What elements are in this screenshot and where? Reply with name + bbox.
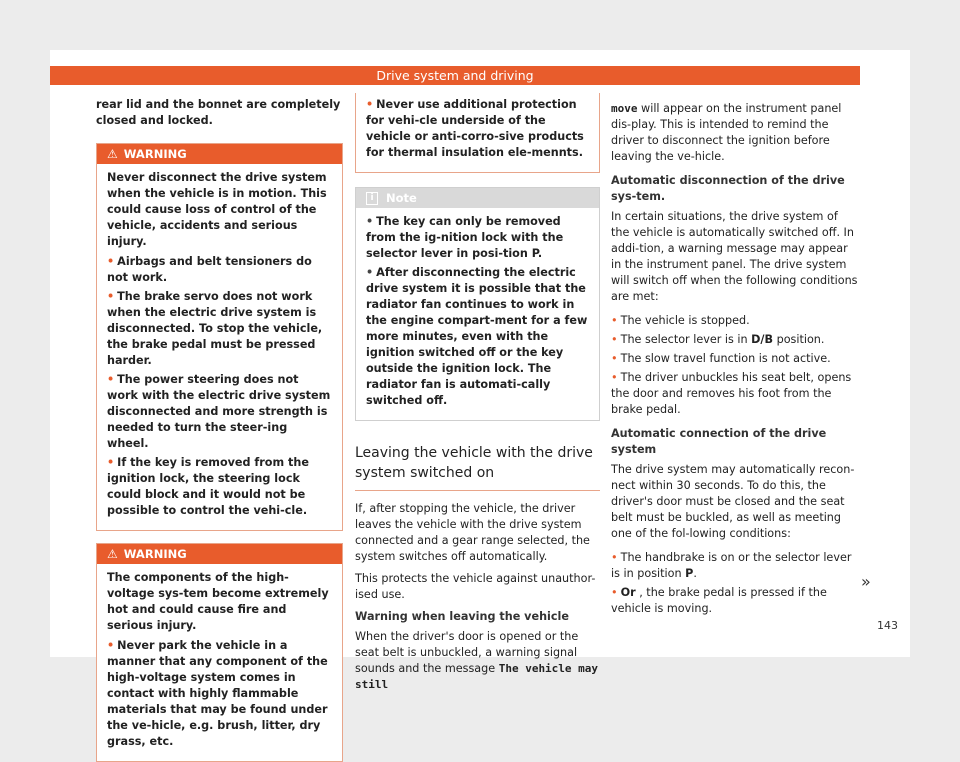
warning-label: WARNING <box>123 547 187 561</box>
paragraph: In certain situations, the drive system of the vehicle is automatically switched off. In addi-tion, a warning message may appear in the instrument panel. The drive system will switch off when the following conditions are met: <box>611 210 858 303</box>
list-item: • Or , the brake pedal is pressed if the vehicle is moving. <box>611 586 827 615</box>
intro-text: rear lid and the bonnet are completely closed and locked. <box>96 98 341 127</box>
list-item: • Never park the vehicle in a manner that any component of the high-voltage system comes in contact with highly flammable materials that may be found under the ve-hicle, e.g. brush, litter, dry grass, etc. <box>107 639 328 748</box>
list-item: • The slow travel function is not active. <box>611 352 831 365</box>
subheading: Automatic disconnection of the drive sys-tem. <box>611 174 845 203</box>
section-title: Leaving the vehicle with the drive system switched on <box>355 443 600 491</box>
subheading: Warning when leaving the vehicle <box>355 610 569 623</box>
note-box <box>355 187 600 421</box>
display-message: move <box>611 102 638 115</box>
warning-lead: The components of the high-voltage sys-tem become extremely hot and could cause fire and serious injury. <box>107 571 329 632</box>
paragraph: If, after stopping the vehicle, the driver leaves the vehicle with the drive system connected and a gear range selected, the system switches off automatically. <box>355 502 590 563</box>
list-item: • The selector lever is in D/B position. <box>611 333 825 346</box>
list-item: • The brake servo does not work when the electric drive system is disconnected. To stop the vehicle, the brake pedal must be pressed harder. <box>107 290 323 367</box>
list-item: • The handbrake is on or the selector lever is in position P. <box>611 551 852 580</box>
warning-lead: Never disconnect the drive system when the vehicle is in motion. This could cause loss of control of the vehicle, accidents and serious injury. <box>107 171 327 248</box>
warning-box-continued <box>355 93 600 173</box>
list-item: • Never use additional protection for vehi-cle underside of the vehicle or anti-corro-sive products for thermal insulation ele-mennts. <box>366 98 584 159</box>
column-2 <box>355 97 600 697</box>
chapter-header: Drive system and driving <box>50 66 860 85</box>
warning-box <box>96 543 343 762</box>
paragraph: When the driver's door is opened or the seat belt is unbuckled, a warning signal sounds and the message The vehicle may still <box>355 630 599 691</box>
list-item: • After disconnecting the electric drive system it is possible that the radiator fan continues to work in the engine compart-ment for a few more minutes, even with the ignition switched off or the key outside the ignition lock. The radiator fan is automati-cally switched off. <box>366 266 588 407</box>
warning-label: WARNING <box>123 147 187 161</box>
column-1 <box>96 97 343 762</box>
warning-box <box>96 143 343 531</box>
column-3 <box>611 101 859 620</box>
list-item: • The driver unbuckles his seat belt, opens the door and removes his foot from the brake pedal. <box>611 371 852 416</box>
list-item: • Airbags and belt tensioners do not work. <box>107 255 312 284</box>
warning-triangle-icon: ⚠ <box>107 147 118 161</box>
paragraph: This protects the vehicle against unauthor-ised use. <box>355 572 596 601</box>
note-label: Note <box>386 191 417 205</box>
list-item: • The vehicle is stopped. <box>611 314 750 327</box>
list-item: • If the key is removed from the ignition lock, the steering lock could block and it would not be possible to control the vehi-cle. <box>107 456 309 517</box>
paragraph: move will appear on the instrument panel dis-play. This is intended to remind the driver to disconnect the ignition before leaving the ve-hicle. <box>611 102 842 163</box>
page-number: 143 <box>877 619 898 632</box>
continue-mark: » <box>861 572 871 591</box>
subheading: Automatic connection of the drive system <box>611 427 827 456</box>
display-message: The vehicle may still <box>355 662 599 691</box>
list-item: • The key can only be removed from the ig-nition lock with the selector lever in posi-tion P. <box>366 215 564 260</box>
warning-triangle-icon: ⚠ <box>107 547 118 561</box>
info-icon: i <box>366 192 378 205</box>
list-item: • The power steering does not work with the electric drive system disconnected and more strength is needed to turn the steer-ing wheel. <box>107 373 331 450</box>
paragraph: The drive system may automatically recon-nect within 30 seconds. To do this, the driver's door must be closed and the seat belt must be buckled, as well as meeting one of the fol-lowing conditions: <box>611 463 855 540</box>
